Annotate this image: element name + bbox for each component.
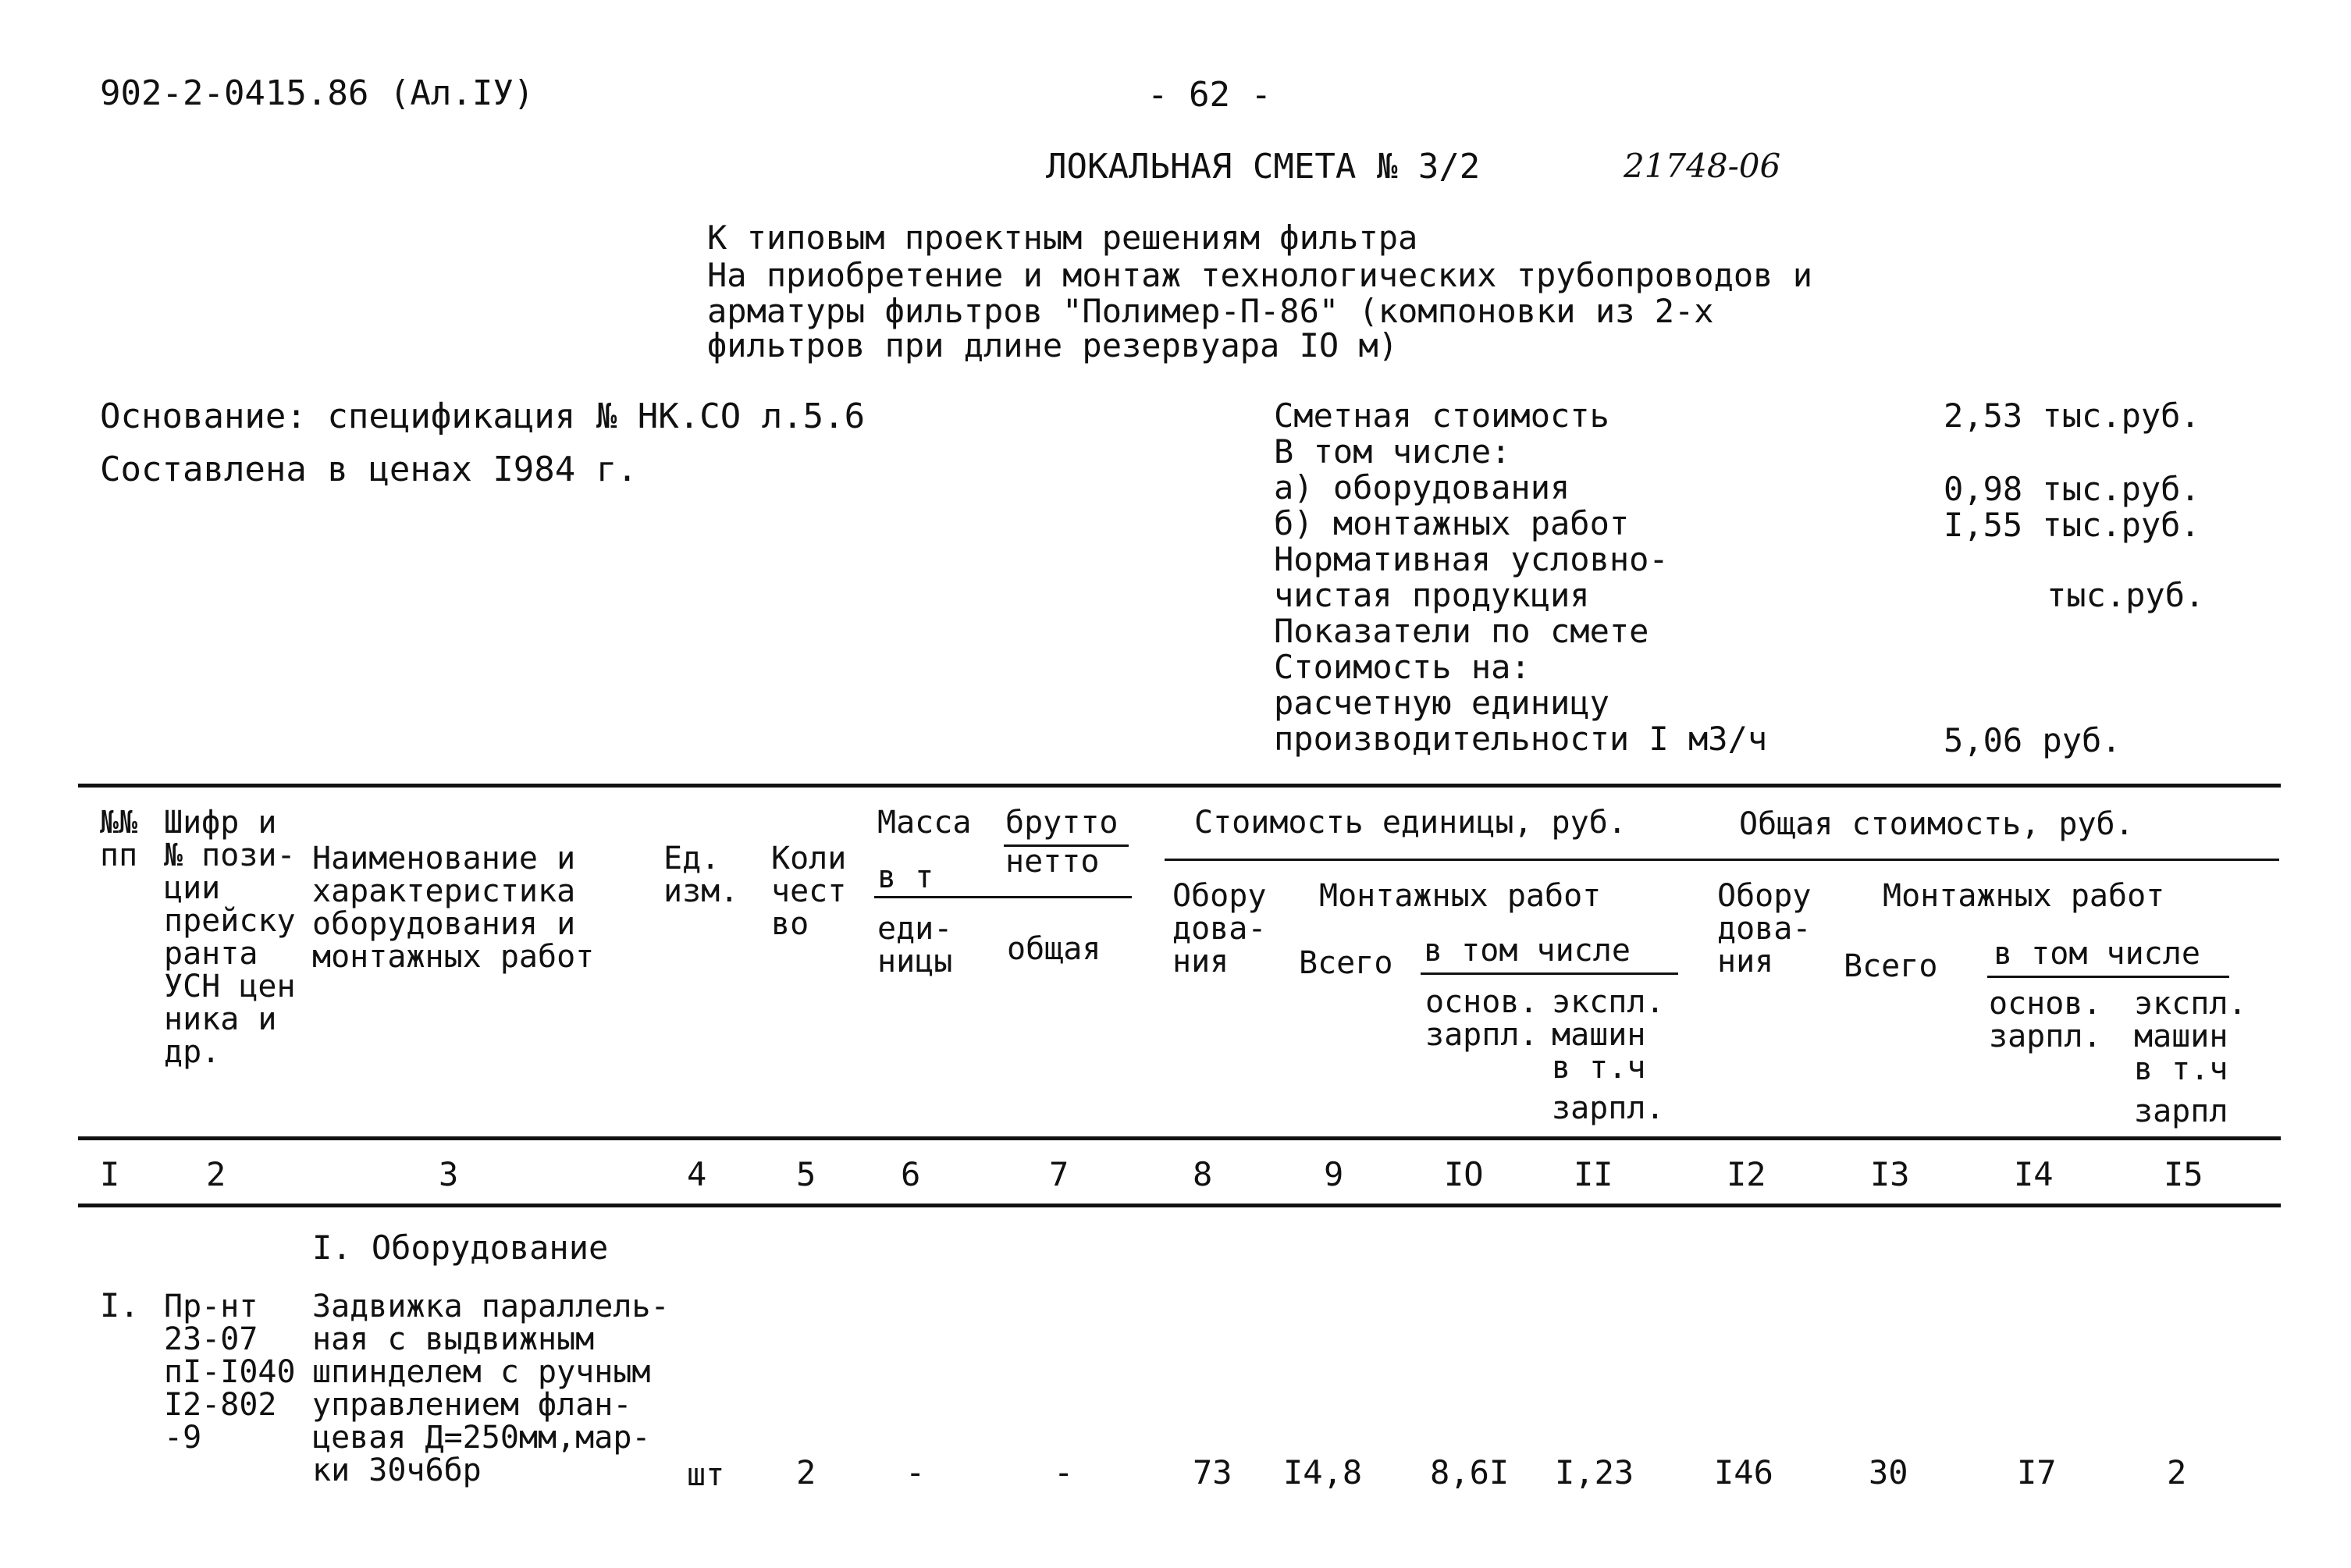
row-name-line: ки 30ч6бр [312, 1452, 482, 1488]
row-code-line: 23-07 [164, 1321, 258, 1357]
incl-rule-left [1421, 972, 1678, 975]
document-code: 902-2-0415.86 (Ал.IУ) [100, 73, 535, 113]
col-number: 3 [439, 1155, 459, 1193]
header-incl: в том числе [1424, 933, 1631, 969]
header-col2: № пози- [164, 837, 296, 873]
header-mass-unit: в т [877, 859, 934, 895]
header-col10: зарпл. [1425, 1017, 1538, 1053]
row-mass-unit: - [905, 1453, 926, 1492]
summary-value: тыс.руб. [2047, 576, 2205, 614]
summary-label: Стоимость на: [1274, 648, 1531, 686]
row-name-line: шпинделем с ручным [312, 1354, 651, 1390]
header-col4: изм. [663, 873, 739, 909]
page-number: - 62 - [1147, 75, 1272, 115]
header-col8: дова- [1172, 911, 1267, 947]
header-col5: Коли [771, 841, 847, 876]
header-unit-cost: Стоимость единицы, руб. [1194, 805, 1627, 841]
row-code-line: Пр-нт [164, 1289, 258, 1324]
header-col12: дова- [1717, 911, 1812, 947]
cost-header-rule [1165, 859, 2279, 861]
header-col2: ции [164, 870, 221, 906]
summary-label: чистая продукция [1274, 576, 1590, 614]
header-col2: др. [164, 1034, 221, 1070]
row-col11: I,23 [1555, 1453, 1634, 1492]
summary-label: Нормативная условно- [1274, 540, 1669, 578]
numbers-bottom-rule [78, 1204, 2281, 1207]
row-name-line: цевая Д=250мм,мар- [312, 1420, 651, 1456]
header-col15: в т.ч [2134, 1051, 2228, 1087]
header-total-cost: Общая стоимость, руб. [1739, 806, 2134, 842]
col-number: 5 [796, 1155, 816, 1193]
row-qty: 2 [796, 1453, 816, 1492]
header-col11: в т.ч [1552, 1050, 1646, 1086]
header-col7: общая [1007, 931, 1101, 967]
estimate-title: ЛОКАЛЬНАЯ СМЕТА № 3/2 [1046, 147, 1481, 187]
header-col11: машин [1552, 1017, 1646, 1053]
row-name-line: ная с выдвижным [312, 1321, 595, 1357]
table-top-rule [78, 784, 2281, 788]
summary-value: I,55 тыс.руб. [1944, 506, 2200, 544]
header-col2: Шифр и [164, 805, 277, 841]
header-netto: нетто [1005, 844, 1100, 880]
header-bottom-rule [78, 1136, 2281, 1140]
row-col15: 2 [2167, 1453, 2187, 1492]
col-number: I3 [1870, 1155, 1910, 1193]
header-col12: Обору [1717, 878, 1812, 914]
header-col5: чест [771, 873, 847, 909]
header-incl-total: в том числе [1994, 936, 2200, 972]
header-col8: ния [1172, 944, 1229, 980]
header-col14: основ. [1989, 986, 2102, 1022]
summary-label: производительности I м3/ч [1274, 720, 1768, 758]
header-col10: основ. [1425, 984, 1538, 1020]
header-col3: монтажных работ [312, 939, 595, 975]
summary-label: Сметная стоимость [1274, 396, 1609, 435]
col-number: I4 [2014, 1155, 2054, 1193]
col-number: I [100, 1155, 120, 1193]
row-col9: I4,8 [1283, 1453, 1363, 1492]
col-number: I5 [2164, 1155, 2203, 1193]
row-col13: 30 [1869, 1453, 1908, 1492]
header-col2: ника и [164, 1001, 277, 1037]
header-col8: Обору [1172, 878, 1267, 914]
basis-spec: Основание: спецификация № НК.СО л.5.6 [100, 396, 866, 436]
summary-label: б) монтажных работ [1274, 504, 1630, 542]
header-col2: УСН цен [164, 969, 296, 1004]
header-col1: №№ [100, 805, 138, 841]
header-mont-title-total: Монтажных работ [1883, 878, 2165, 914]
row-col10: 8,6I [1430, 1453, 1510, 1492]
summary-label: В том числе: [1274, 432, 1511, 471]
subtitle-line-4: фильтров при длине резервуара IO м) [707, 326, 1399, 364]
row-code-line: -9 [164, 1420, 202, 1456]
summary-value: 0,98 тыс.руб. [1944, 470, 2200, 508]
header-col13: Всего [1844, 948, 1938, 984]
col-number: 6 [901, 1155, 921, 1193]
row-col12: I46 [1714, 1453, 1773, 1492]
col-number: 9 [1324, 1155, 1344, 1193]
row-number: I. [100, 1286, 140, 1324]
handwritten-number: 21748-06 [1624, 147, 1781, 185]
row-name-line: Задвижка параллель- [312, 1289, 670, 1324]
incl-rule-right [1987, 976, 2229, 978]
prices-year: Составлена в ценах I984 г. [100, 450, 638, 489]
row-col8: 73 [1193, 1453, 1232, 1492]
summary-value: 2,53 тыс.руб. [1944, 396, 2200, 435]
col-number: 4 [687, 1155, 707, 1193]
header-col6: еди- [877, 911, 953, 947]
row-name-line: управлением флан- [312, 1387, 632, 1423]
header-mont-title: Монтажных работ [1319, 878, 1602, 914]
header-col2: ранта [164, 936, 258, 972]
col-number: 8 [1193, 1155, 1213, 1193]
row-mass-total: - [1054, 1453, 1074, 1492]
summary-label: расчетную единицу [1274, 684, 1609, 722]
header-col15: машин [2134, 1019, 2228, 1054]
summary-label: Показатели по смете [1274, 612, 1649, 650]
col-number: IO [1444, 1155, 1484, 1193]
row-code-line: I2-802 [164, 1387, 277, 1423]
summary-label: а) оборудования [1274, 468, 1570, 507]
header-col3: характеристика [312, 873, 576, 909]
subtitle-line-2: На приобретение и монтаж технологических трубопроводов и [707, 256, 1813, 294]
col-number: II [1574, 1155, 1613, 1193]
col-number: 2 [206, 1155, 226, 1193]
header-col3: Наименование и [312, 841, 576, 876]
row-code-line: пI-I040 [164, 1354, 296, 1390]
header-col15: зарпл [2134, 1093, 2228, 1129]
col-number: 7 [1049, 1155, 1069, 1193]
row-unit: шт [687, 1457, 725, 1493]
subtitle-line-3: арматуры фильтров "Полимер-П-86" (компоновки из 2-х [707, 292, 1714, 330]
subtitle-line-1: К типовым проектным решениям фильтра [707, 219, 1418, 257]
section-title: I. Оборудование [312, 1228, 609, 1267]
header-col2: прейску [164, 903, 296, 939]
header-col11: экспл. [1552, 984, 1665, 1020]
header-col6: ницы [877, 944, 953, 980]
mass-rule [874, 896, 1132, 898]
header-brutto: брутто [1005, 805, 1119, 841]
header-col11: зарпл. [1552, 1090, 1665, 1126]
col-number: I2 [1727, 1155, 1766, 1193]
header-col5: во [771, 906, 809, 942]
header-col15: экспл. [2134, 986, 2247, 1022]
row-col14: I7 [2017, 1453, 2057, 1492]
header-col3: оборудования и [312, 906, 576, 942]
header-col12: ния [1717, 944, 1774, 980]
summary-value: 5,06 руб. [1944, 721, 2122, 759]
header-col9: Всего [1299, 945, 1393, 981]
header-col14: зарпл. [1989, 1019, 2102, 1054]
header-mass-title: Масса [877, 805, 972, 841]
header-col4: Ед. [663, 841, 720, 876]
header-col1: пп [100, 837, 138, 873]
